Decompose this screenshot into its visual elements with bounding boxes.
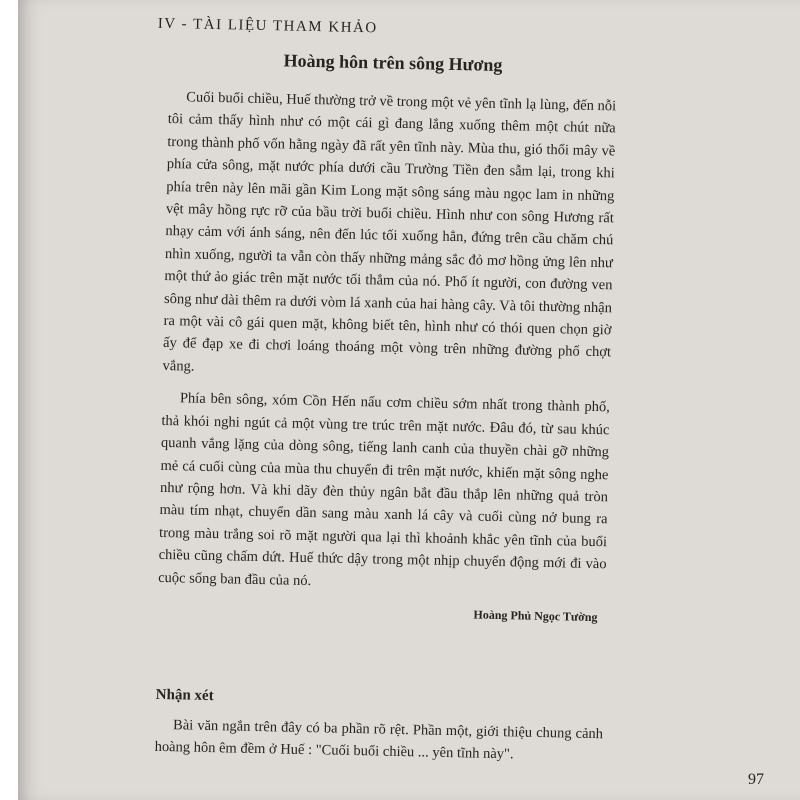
author-signature: Hoàng Phủ Ngọc Tường [473,607,598,625]
chapter-header: IV - TÀI LIỆU THAM KHẢO [157,15,378,37]
book-page [18,0,800,800]
article-title: Hoàng hôn trên sông Hương [283,50,503,75]
article-paragraph-2: Phía bên sông, xóm Cồn Hến nấu cơm chiều sớm nhất trong thành phố, thả khói nghi ngút cả một vùng tre trúc trên mặt nước. Đâu đó, từ sau khúc quanh vắng lặng của dòng sông, tiếng lanh canh của thuyền chài gỡ những mẻ cá cuối cùng của mùa thu chuyển đi trên mặt nước, khiến mặt sông nghe như rộng hơn. Và khi dãy đèn thủy ngân bắt đầu thắp lên những quả tròn màu tím nhạt, chuyển dần sang màu xanh lá cây và cuối cùng nở bung ra trong màu trắng soi rõ mặt người qua lại thì khoảnh khắc yên tĩnh của buổi chiều cũng chấm dứt. Huế thức dậy trong một nhịp chuyển động mới đi vào cuộc sống ban đầu của nó. [158,390,611,589]
page-content [154,14,618,763]
remarks-heading: Nhận xét [155,686,214,705]
page-number: 97 [748,771,764,788]
article-paragraph-1: Cuối buổi chiều, Huế thường trở về trong một vẻ yên tĩnh lạ lùng, đến nỗi tôi cảm thấy hình như có một cái gì đang lắng xuống thêm một chút nữa trong thành phố vốn hằng ngày đã rất yên tĩnh này. Mùa thu, gió thổi mây về phía cửa sông, mặt nước phía dưới cầu Trường Tiền đen sẫm lại, trong khi phía trên này lên mãi gần Kim Long mặt sông sáng màu ngọc lam in những vệt mây hồng rực rỡ của bầu trời buổi chiều. Hình như con sông Hương rất nhạy cảm với ánh sáng, nên đến lúc tối xuống hẳn, đứng trên cầu chăm chú nhìn xuống, người ta vẫn còn thấy những mảng sắc đỏ mơ hồng ửng lên như một thứ ảo giác trên mặt nước tối thẳm của nó. Phố ít người, con đường ven sông như dài thêm ra dưới vòm lá xanh của hai hàng cây. Và tôi thường nhận ra một vài cô gái quen mặt, không biết tên, hình như có thói quen chọn giờ ấy để đạp xe đi chơi loáng thoáng một vòng trên những đường phố chợt vắng. [162,89,617,375]
remarks-section [154,684,603,767]
remarks-text: Bài văn ngắn trên đây có ba phần rõ rệt. Phần một, giới thiệu chung cảnh hoàng hôn êm đềm ở Huế : "Cuối buổi chiều ... yên tĩnh này". [154,717,604,763]
